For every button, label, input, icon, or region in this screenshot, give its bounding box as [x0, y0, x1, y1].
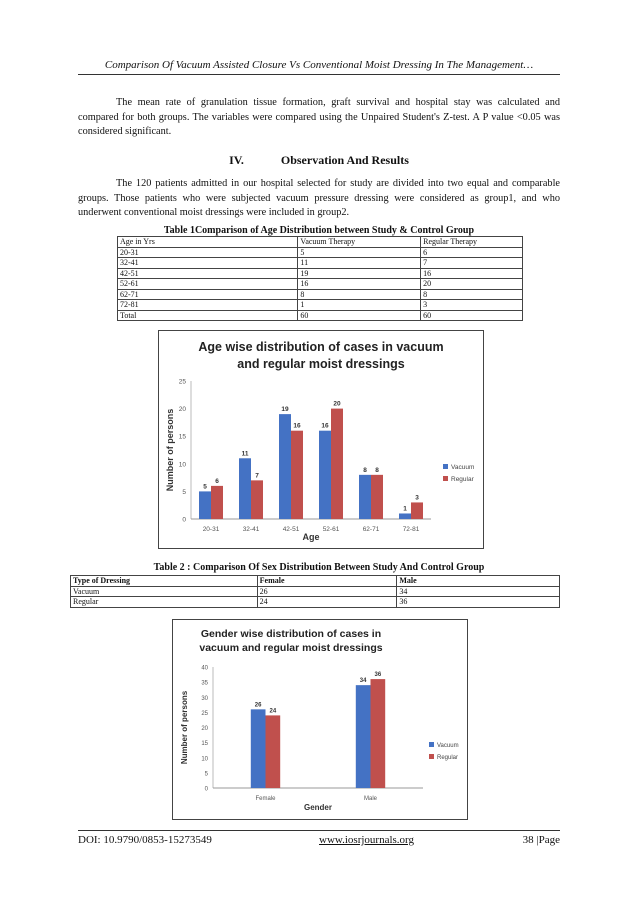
table-cell: 16	[421, 268, 523, 279]
table-cell: 26	[257, 586, 397, 597]
column-header: Female	[257, 576, 397, 587]
data-label: 19	[281, 406, 289, 414]
bar-vacuum-female	[251, 709, 266, 788]
data-label: 1	[403, 505, 407, 513]
chart-title-line: Age wise distribution of cases in vacuum	[198, 340, 444, 354]
y-tick-label: 40	[201, 665, 208, 672]
table-cell: 32-41	[118, 258, 298, 269]
results-paragraph: The 120 patients admitted in our hospital selected for study are divided into two equal and comparable groups. Those patients who were subjected vacuum pressure dressing were considered as group1, and who underwent conventional moist dressings were included in group2.	[78, 178, 560, 218]
y-axis-label: Number of persons	[180, 690, 189, 765]
x-axis-label: Gender	[303, 803, 333, 812]
bar-vacuum-20-31	[199, 491, 211, 519]
table-cell: 42-51	[118, 268, 298, 279]
chart-title-line: vacuum and regular moist dressings	[199, 642, 383, 654]
y-tick-label: 0	[204, 786, 208, 793]
data-label: 3	[415, 494, 419, 502]
legend-label-regular: Regular	[451, 476, 474, 483]
table-row	[118, 247, 523, 258]
y-tick-label: 25	[201, 710, 208, 717]
legend-swatch-vacuum	[443, 464, 448, 469]
footer-doi: DOI: 10.9790/0853-15273549	[78, 834, 212, 846]
data-label: 24	[269, 708, 277, 715]
y-tick-label: 25	[178, 378, 186, 386]
bar-vacuum-32-41	[239, 458, 251, 519]
column-header: Type of Dressing	[71, 576, 258, 587]
table-cell: 60	[421, 310, 523, 321]
bar-vacuum-72-81	[399, 513, 411, 519]
bar-vacuum-male	[356, 685, 371, 788]
legend-label-vacuum: Vacuum	[451, 464, 475, 471]
y-tick-label: 15	[178, 433, 186, 441]
y-tick-label: 0	[182, 516, 186, 524]
chart-title-line: Gender wise distribution of cases in	[200, 628, 382, 640]
bar-regular-62-71	[371, 475, 383, 519]
table-cell: 24	[257, 597, 397, 608]
table-cell: 8	[421, 289, 523, 300]
table-cell: 7	[421, 258, 523, 269]
chart-title-line: and regular moist dressings	[237, 357, 405, 371]
table-cell: Vacuum	[71, 586, 258, 597]
data-label: 6	[215, 477, 219, 485]
x-axis-label: Age	[302, 532, 320, 542]
y-tick-label: 15	[201, 741, 208, 748]
section-heading	[78, 153, 560, 168]
data-label: 7	[255, 472, 259, 480]
age-distribution-table	[117, 236, 523, 321]
y-tick-label: 10	[178, 461, 186, 469]
table-cell: 34	[397, 586, 560, 597]
y-tick-label: 30	[201, 695, 208, 702]
bar-regular-52-61	[331, 409, 343, 519]
data-label: 11	[241, 450, 249, 458]
data-label: 16	[321, 422, 329, 430]
bar-regular-72-81	[411, 502, 423, 519]
bar-regular-42-51	[291, 431, 303, 519]
y-tick-label: 5	[204, 771, 208, 778]
table-cell: 20-31	[118, 247, 298, 258]
table-row	[118, 268, 523, 279]
column-header: Male	[397, 576, 560, 587]
table2-caption: Table 2 : Comparison Of Sex Distribution Between Study And Control Group	[153, 562, 485, 573]
data-label: 5	[203, 483, 207, 491]
table-cell: 19	[298, 268, 421, 279]
bar-regular-20-31	[211, 486, 223, 519]
x-tick-label: 20-31	[202, 526, 220, 533]
section-title: Observation And Results	[280, 153, 409, 167]
table-cell: 62-71	[118, 289, 298, 300]
y-tick-label: 5	[182, 488, 186, 496]
table-row	[118, 300, 523, 311]
table-cell: 1	[298, 300, 421, 311]
legend-label-vacuum: Vacuum	[437, 743, 459, 749]
legend-label-regular: Regular	[437, 755, 459, 761]
table-cell: 20	[421, 279, 523, 290]
x-tick-label: 32-41	[242, 526, 260, 533]
y-tick-label: 35	[201, 680, 208, 687]
bar-regular-female	[266, 715, 281, 788]
table-cell: 5	[298, 247, 421, 258]
x-tick-label: 72-81	[402, 526, 420, 533]
legend-swatch-regular	[443, 476, 448, 481]
data-label: 34	[359, 678, 367, 685]
sex-distribution-table	[70, 575, 560, 608]
table-row	[118, 279, 523, 290]
table-row	[118, 289, 523, 300]
data-label: 36	[374, 672, 382, 679]
bar-vacuum-42-51	[279, 414, 291, 519]
methods-paragraph: The mean rate of granulation tissue formation, graft survival and hospital stay was calculated and compared for both groups. The variables were compared using the Unpaired Student's Z-test. A P value <0.05 was considered significant.	[78, 97, 560, 137]
gender-distribution-chart	[173, 620, 467, 819]
table-cell: 16	[298, 279, 421, 290]
table-cell: 72-81	[118, 300, 298, 311]
x-tick-label: Male	[363, 796, 378, 802]
table-cell: Total	[118, 310, 298, 321]
bar-vacuum-52-61	[319, 431, 331, 519]
running-header: Comparison Of Vacuum Assisted Closure Vs Conventional Moist Dressing In The Management…	[78, 59, 560, 75]
data-label: 8	[375, 466, 379, 474]
table2-header-row	[71, 576, 560, 587]
table-cell: 60	[298, 310, 421, 321]
bar-vacuum-62-71	[359, 475, 371, 519]
table-row	[71, 586, 560, 597]
table-row	[71, 597, 560, 608]
y-tick-label: 20	[178, 406, 186, 414]
page-footer	[78, 830, 560, 847]
column-header: Vacuum Therapy	[298, 237, 421, 248]
table1-caption: Table 1Comparison of Age Distribution between Study & Control Group	[163, 225, 475, 236]
table-row	[118, 310, 523, 321]
data-label: 8	[363, 466, 367, 474]
x-tick-label: 62-71	[362, 526, 380, 533]
y-tick-label: 10	[201, 756, 208, 763]
y-axis-label: Number of persons	[165, 408, 175, 492]
x-tick-label: 42-51	[282, 526, 300, 533]
table-cell: 6	[421, 247, 523, 258]
data-label: 26	[254, 702, 262, 709]
x-tick-label: Female	[255, 796, 276, 802]
legend-swatch-regular	[429, 754, 434, 759]
column-header: Age in Yrs	[118, 237, 298, 248]
table-cell: Regular	[71, 597, 258, 608]
section-number: IV.	[229, 153, 244, 167]
gender-chart-frame	[172, 619, 468, 820]
table-cell: 3	[421, 300, 523, 311]
bar-regular-32-41	[251, 480, 263, 519]
table-cell: 36	[397, 597, 560, 608]
data-label: 20	[333, 400, 341, 408]
x-tick-label: 52-61	[322, 526, 340, 533]
footer-page-number: 38 |Page	[522, 834, 560, 846]
footer-journal-link[interactable]: www.iosrjournals.org	[319, 834, 415, 846]
bar-regular-male	[371, 679, 386, 788]
column-header: Regular Therapy	[421, 237, 523, 248]
table-cell: 52-61	[118, 279, 298, 290]
table1-header-row	[118, 237, 523, 248]
data-label: 16	[293, 422, 301, 430]
table-cell: 8	[298, 289, 421, 300]
age-chart-frame	[158, 330, 484, 549]
age-distribution-chart	[159, 331, 483, 548]
table-cell: 11	[298, 258, 421, 269]
table-row	[118, 258, 523, 269]
y-tick-label: 20	[201, 726, 208, 732]
legend-swatch-vacuum	[429, 742, 434, 747]
